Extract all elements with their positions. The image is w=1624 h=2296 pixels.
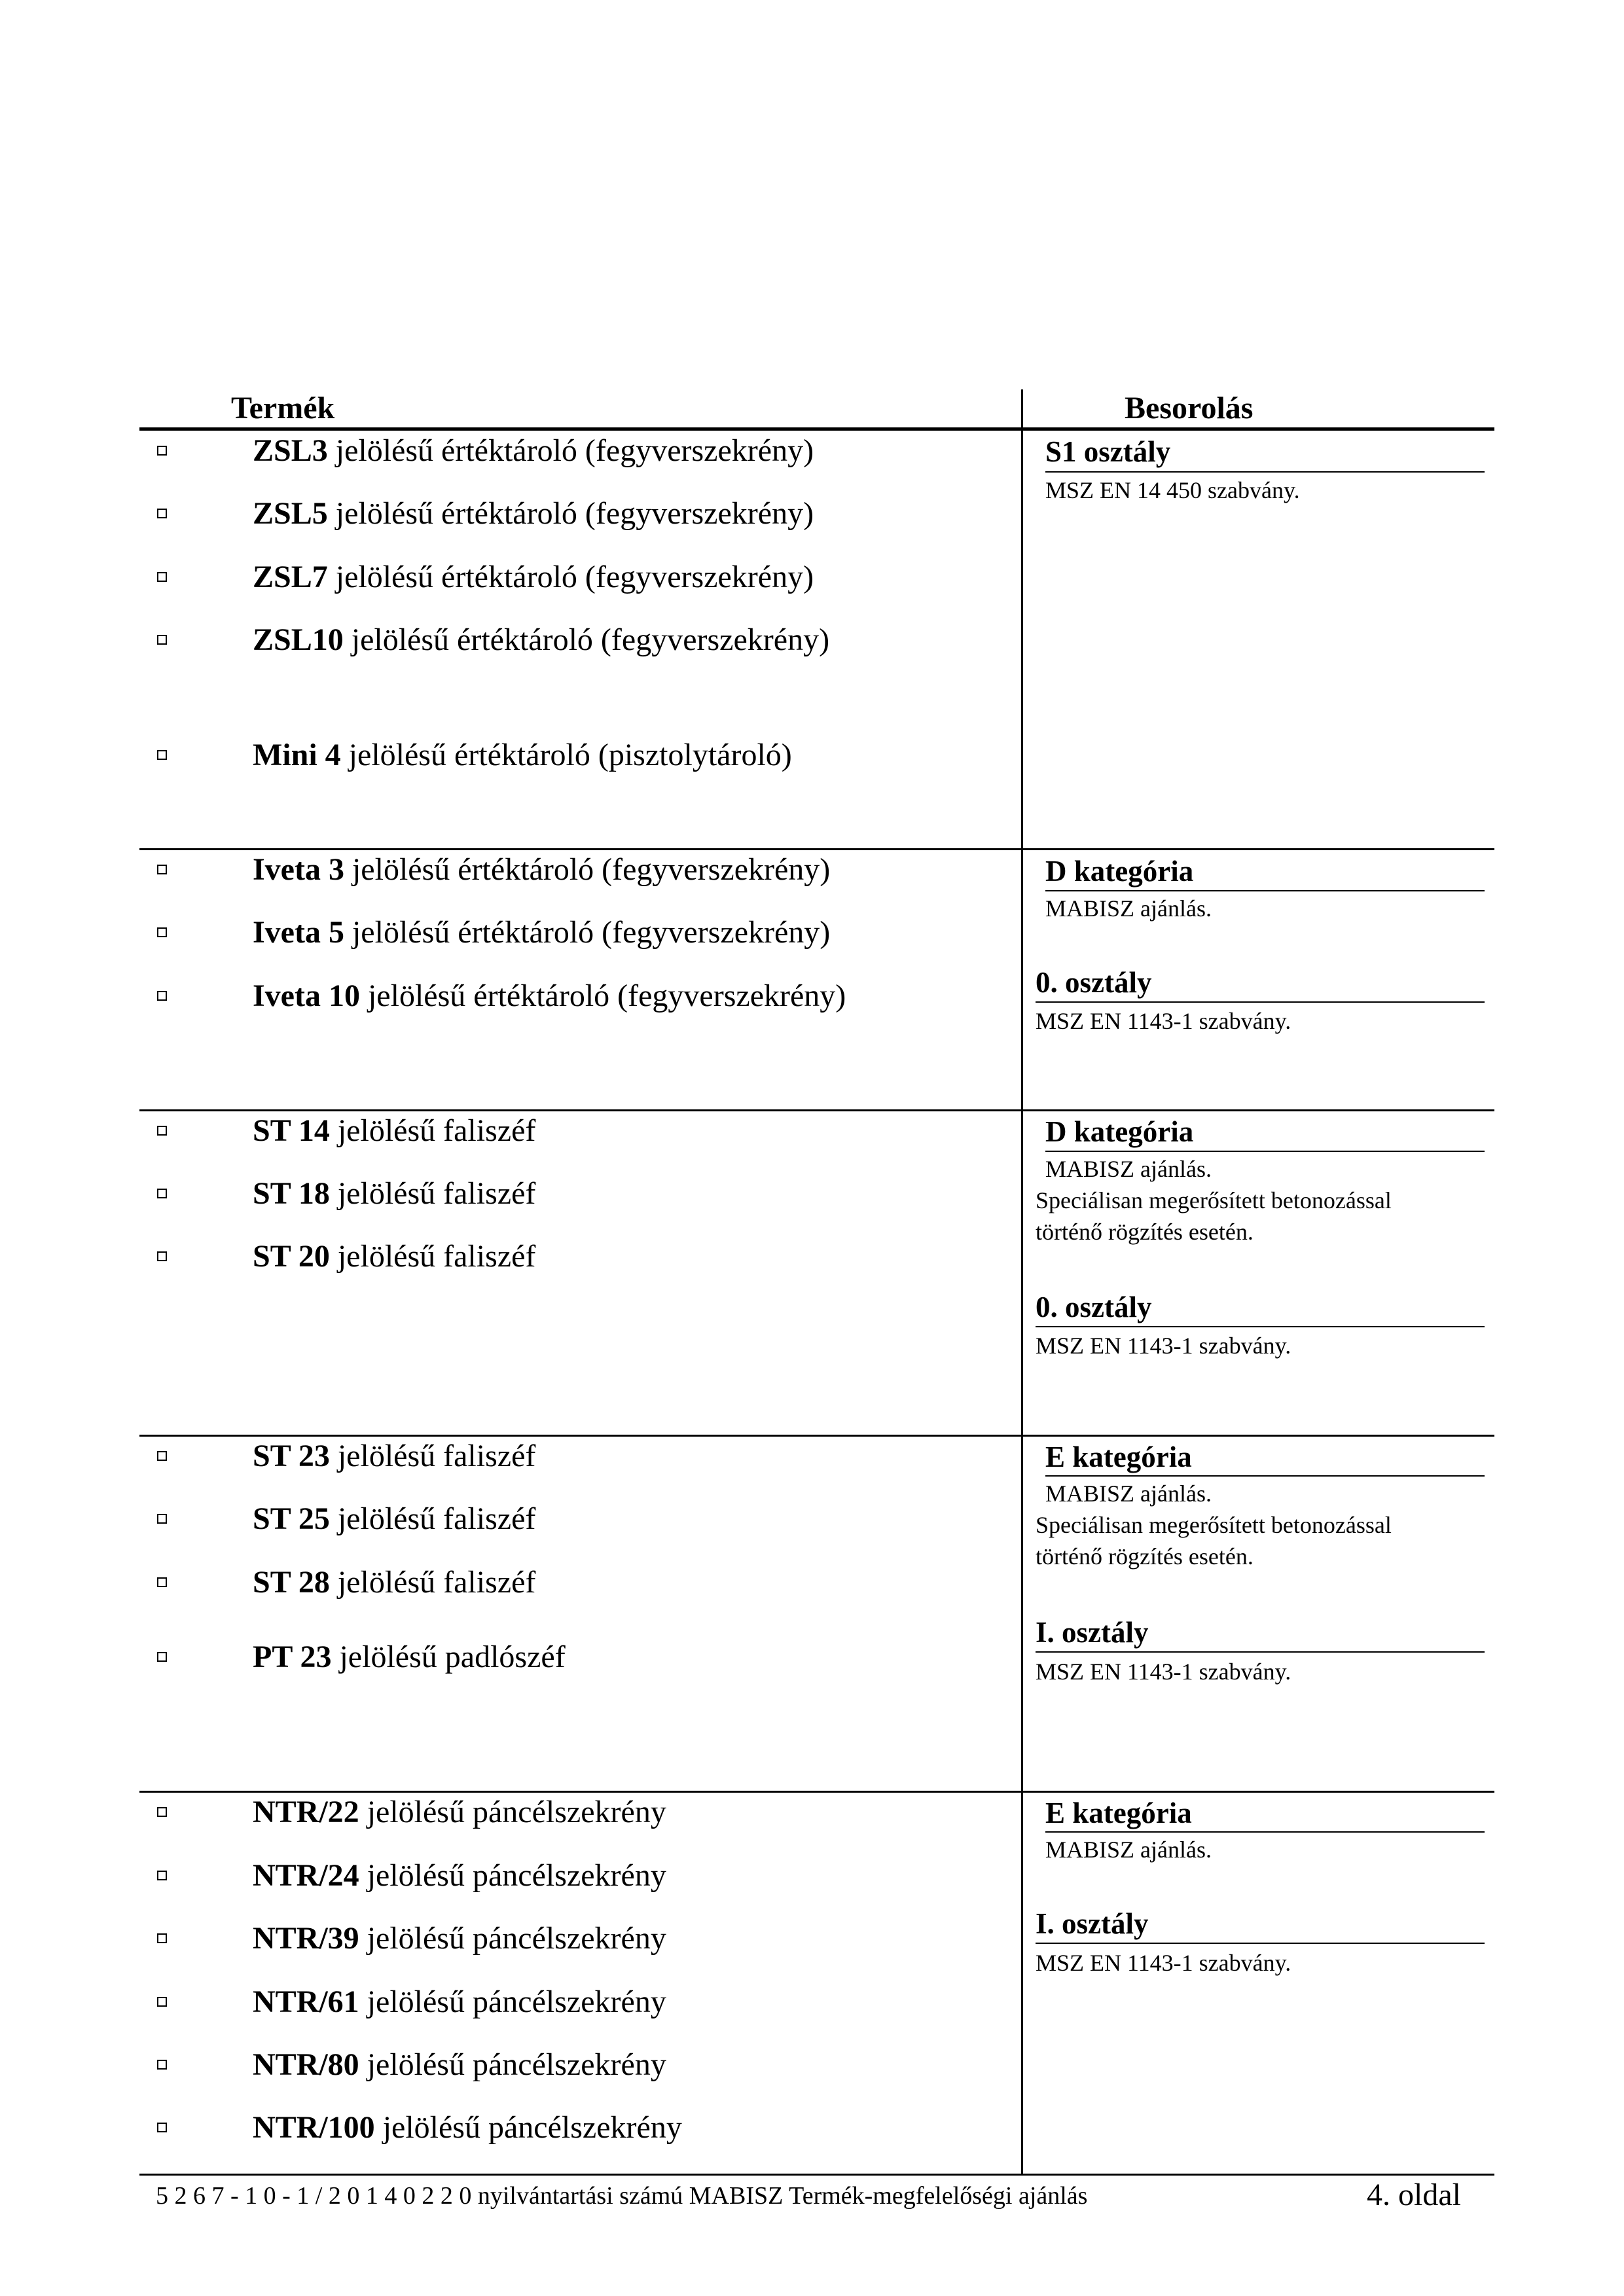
classification-note: MSZ EN 1143-1 szabvány. [1036, 1659, 1291, 1685]
classification-title: E kategória [1045, 1441, 1192, 1473]
classification-note: MABISZ ajánlás. [1045, 1156, 1212, 1182]
checkbox-icon[interactable] [157, 1126, 167, 1136]
checkbox-icon[interactable] [157, 927, 167, 937]
product-label: NTR/39 jelölésű páncélszekrény [253, 1921, 666, 1956]
classification-title: D kategória [1045, 855, 1194, 888]
classification-underline [1045, 1831, 1485, 1833]
product-label: ST 20 jelölésű faliszéf [253, 1239, 536, 1274]
classification-underline [1036, 1943, 1485, 1944]
column-divider [1021, 389, 1023, 2176]
product-label: NTR/80 jelölésű páncélszekrény [253, 2047, 666, 2082]
checkbox-icon[interactable] [157, 2060, 167, 2070]
footer-registry: 5 2 6 7 - 1 0 - 1 / 2 0 1 4 0 2 2 0 nyilvántartási számú MABISZ Termék-megfelelőségi ajánlás [156, 2182, 1088, 2210]
product-label: NTR/61 jelölésű páncélszekrény [253, 1984, 666, 2019]
classification-underline [1045, 1151, 1485, 1152]
checkbox-icon[interactable] [157, 635, 167, 645]
classification-note: MSZ EN 1143-1 szabvány. [1036, 1950, 1291, 1976]
header-rule [139, 427, 1494, 431]
classification-note: MSZ EN 1143-1 szabvány. [1036, 1008, 1291, 1034]
checkbox-icon[interactable] [157, 509, 167, 518]
classification-note: MABISZ ajánlás. [1045, 1480, 1212, 1507]
classification-note: Speciálisan megerősített betonozással [1036, 1512, 1392, 1538]
classification-title: S1 osztály [1045, 435, 1171, 468]
product-label: ZSL3 jelölésű értéktároló (fegyverszekrény) [253, 433, 814, 468]
checkbox-icon[interactable] [157, 1933, 167, 1943]
classification-title: 0. osztály [1036, 1291, 1152, 1323]
classification-note: MABISZ ajánlás. [1045, 1837, 1212, 1863]
checkbox-icon[interactable] [157, 572, 167, 582]
product-label: Iveta 3 jelölésű értéktároló (fegyverszekrény) [253, 852, 831, 887]
classification-note: Speciálisan megerősített betonozással [1036, 1187, 1392, 1213]
checkbox-icon[interactable] [157, 991, 167, 1001]
product-label: ST 28 jelölésű faliszéf [253, 1565, 536, 1600]
product-label: PT 23 jelölésű padlószéf [253, 1640, 566, 1674]
product-label: Iveta 10 jelölésű értéktároló (fegyverszekrény) [253, 978, 846, 1013]
checkbox-icon[interactable] [157, 1451, 167, 1461]
checkbox-icon[interactable] [157, 446, 167, 456]
classification-note: MSZ EN 1143-1 szabvány. [1036, 1333, 1291, 1359]
checkbox-icon[interactable] [157, 1251, 167, 1261]
product-label: ZSL5 jelölésű értéktároló (fegyverszekrény) [253, 496, 814, 531]
product-label: ZSL7 jelölésű értéktároló (fegyverszekrény) [253, 560, 814, 594]
checkbox-icon[interactable] [157, 1871, 167, 1880]
product-label: NTR/24 jelölésű páncélszekrény [253, 1858, 666, 1893]
checkbox-icon[interactable] [157, 1514, 167, 1524]
classification-underline [1036, 1326, 1485, 1327]
product-label: ST 14 jelölésű faliszéf [253, 1113, 536, 1148]
classification-underline [1045, 890, 1485, 891]
classification-underline [1036, 1651, 1485, 1653]
checkbox-icon[interactable] [157, 750, 167, 760]
footer-rule [139, 2174, 1494, 2176]
checkbox-icon[interactable] [157, 1577, 167, 1587]
product-label: ZSL10 jelölésű értéktároló (fegyverszekrény) [253, 622, 830, 657]
checkbox-icon[interactable] [157, 1652, 167, 1662]
product-label: ST 18 jelölésű faliszéf [253, 1176, 536, 1211]
product-label: Mini 4 jelölésű értéktároló (pisztolytároló) [253, 738, 792, 772]
classification-note: történő rögzítés esetén. [1036, 1219, 1254, 1245]
page-number: 4. oldal [1367, 2178, 1461, 2212]
column-header-classification: Besorolás [1125, 391, 1254, 425]
classification-note: történő rögzítés esetén. [1036, 1543, 1254, 1570]
classification-title: 0. osztály [1036, 966, 1152, 999]
classification-title: E kategória [1045, 1797, 1192, 1829]
classification-note: MSZ EN 14 450 szabvány. [1045, 477, 1300, 503]
classification-title: D kategória [1045, 1115, 1194, 1148]
product-label: NTR/22 jelölésű páncélszekrény [253, 1795, 666, 1829]
checkbox-icon[interactable] [157, 1189, 167, 1198]
product-label: ST 23 jelölésű faliszéf [253, 1439, 536, 1473]
product-label: Iveta 5 jelölésű értéktároló (fegyverszekrény) [253, 915, 831, 950]
classification-underline [1036, 1001, 1485, 1003]
product-label: NTR/100 jelölésű páncélszekrény [253, 2110, 682, 2145]
checkbox-icon[interactable] [157, 1997, 167, 2007]
checkbox-icon[interactable] [157, 865, 167, 874]
checkbox-icon[interactable] [157, 2123, 167, 2132]
classification-note: MABISZ ajánlás. [1045, 895, 1212, 922]
classification-underline [1045, 1475, 1485, 1477]
checkbox-icon[interactable] [157, 1807, 167, 1817]
classification-title: I. osztály [1036, 1907, 1149, 1940]
classification-underline [1045, 471, 1485, 473]
column-header-product: Termék [231, 391, 335, 425]
product-label: ST 25 jelölésű faliszéf [253, 1501, 536, 1536]
classification-title: I. osztály [1036, 1616, 1149, 1649]
